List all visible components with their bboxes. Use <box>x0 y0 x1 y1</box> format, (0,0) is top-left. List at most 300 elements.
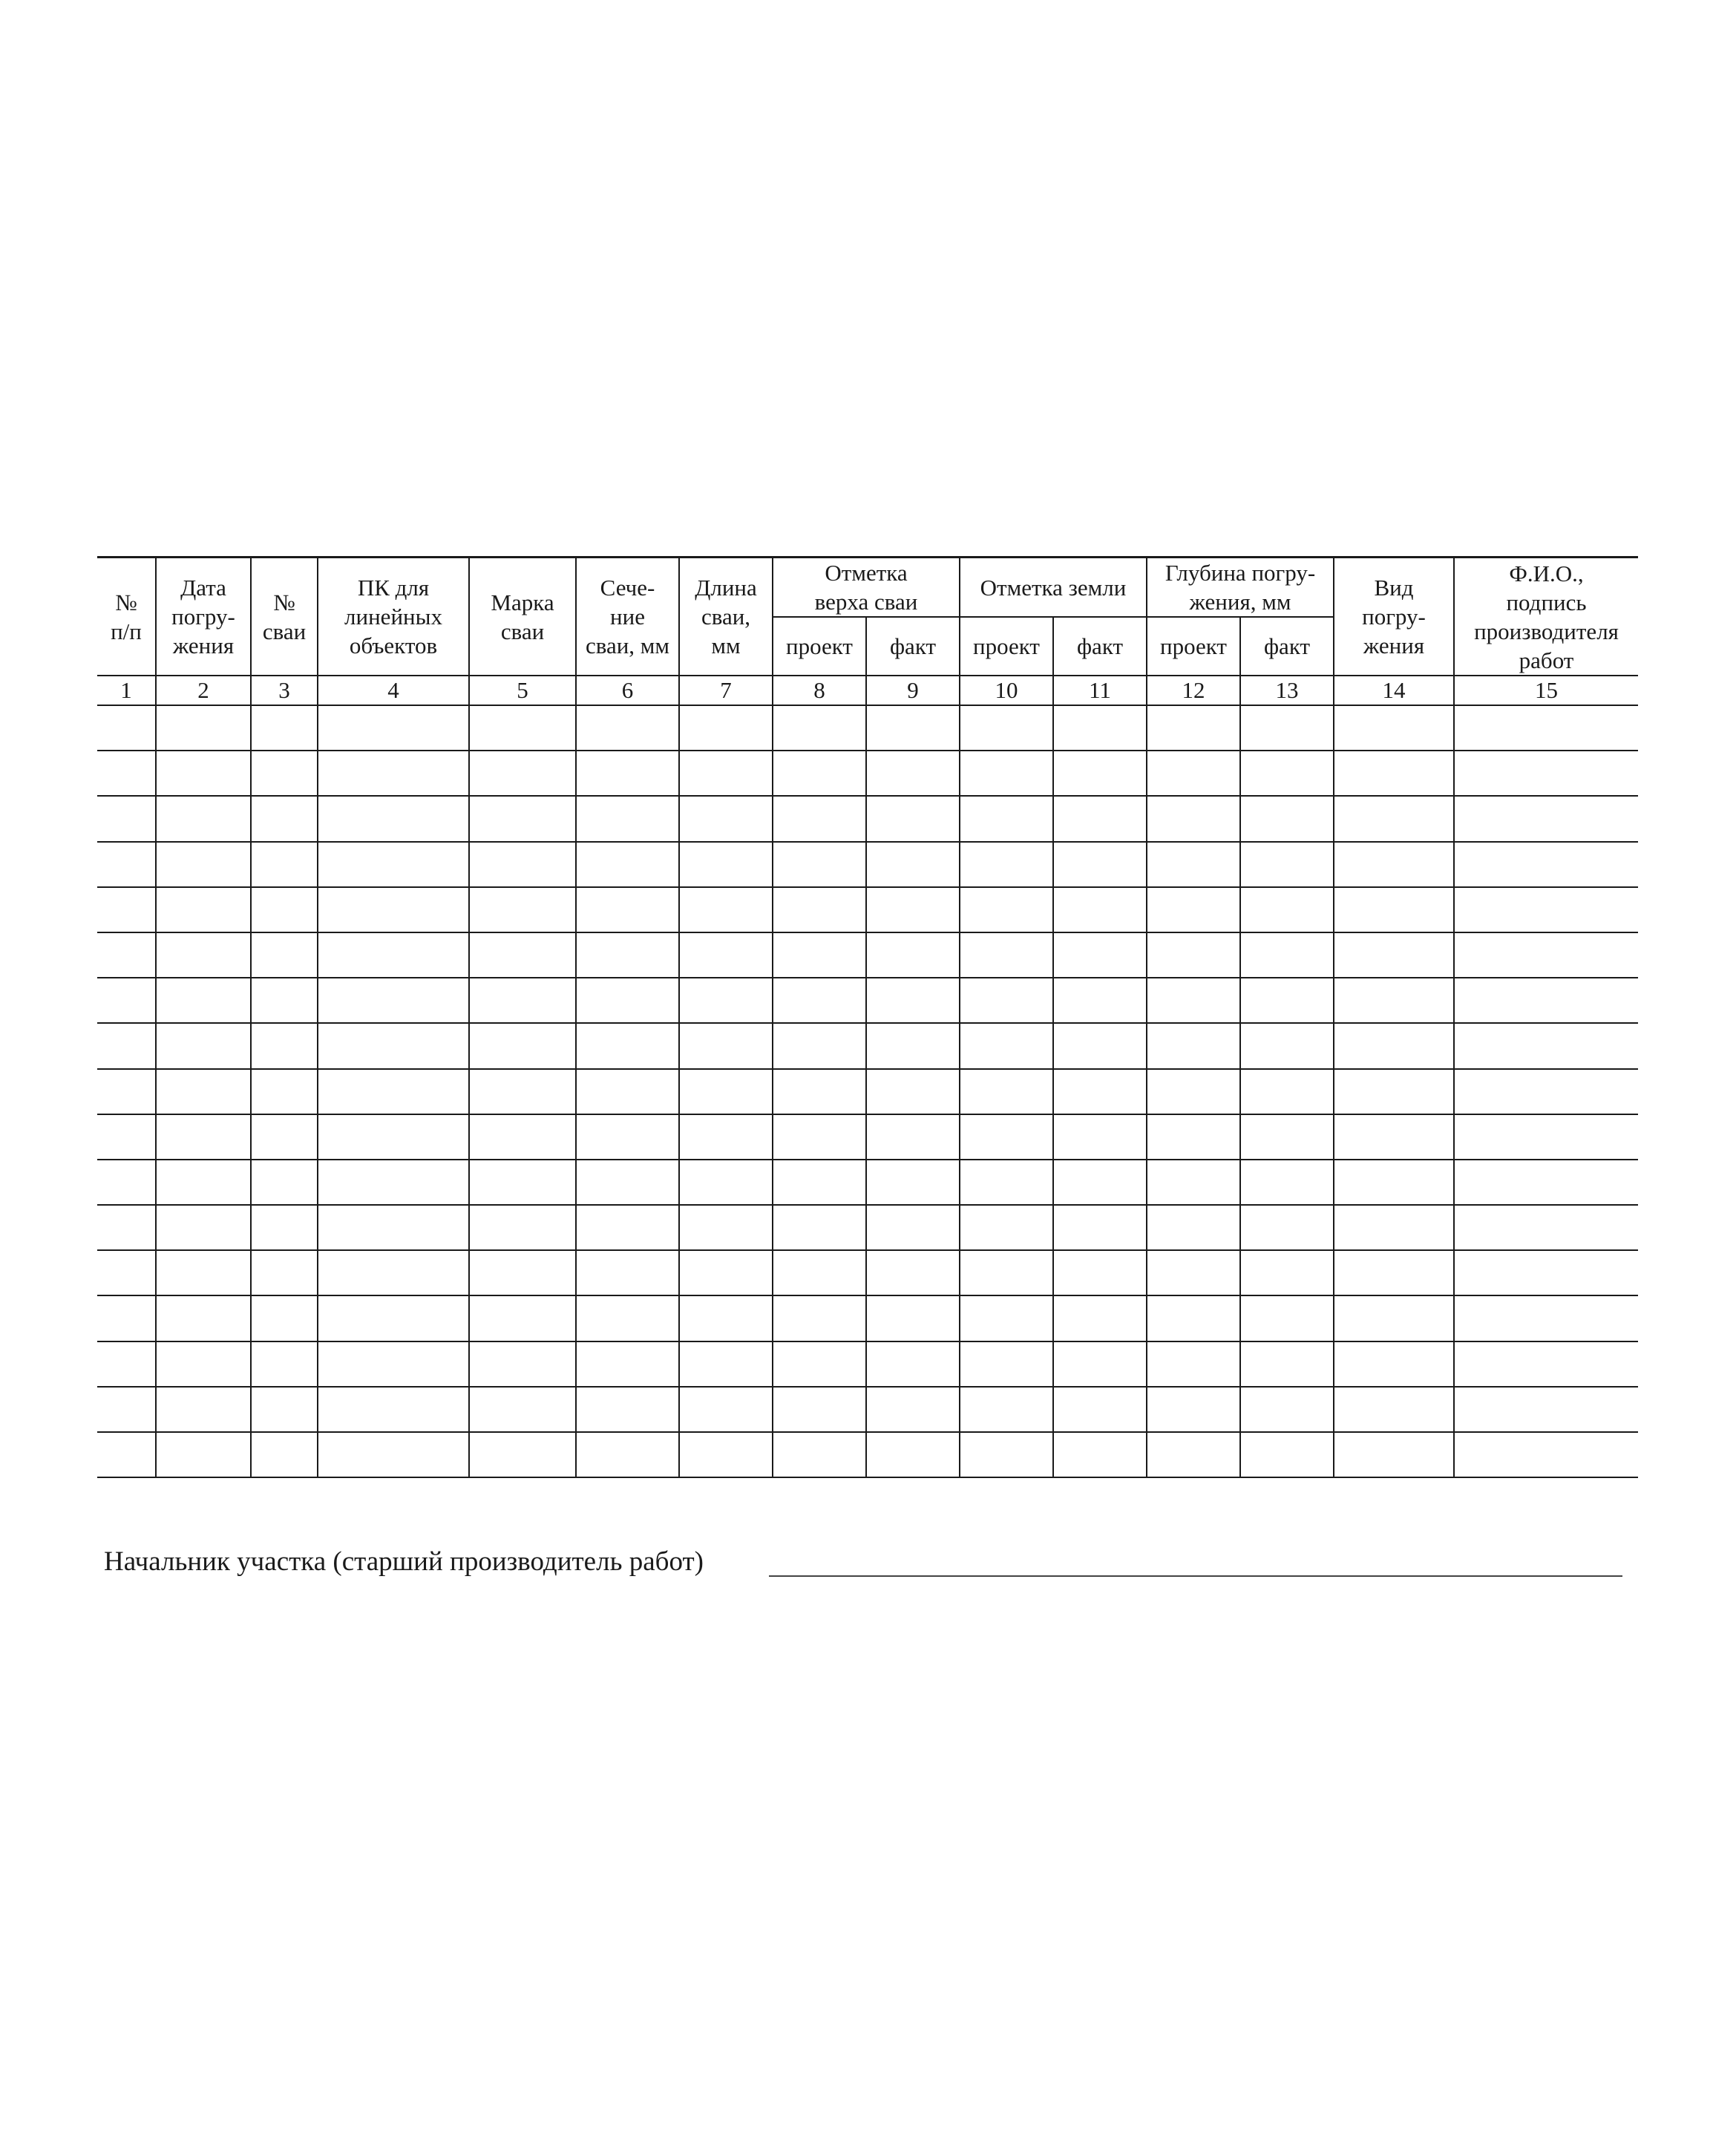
table-cell[interactable] <box>156 1341 251 1387</box>
table-cell[interactable] <box>97 1205 156 1250</box>
table-cell[interactable] <box>773 1114 866 1160</box>
table-cell[interactable] <box>866 978 960 1023</box>
table-cell[interactable] <box>251 1432 318 1477</box>
table-cell[interactable] <box>866 887 960 932</box>
footer-signature-label: Начальник участка (старший производитель работ) <box>104 1546 704 1577</box>
column-number: 2 <box>156 676 251 705</box>
table-cell[interactable] <box>469 1114 576 1160</box>
table-cell[interactable] <box>1454 1023 1638 1068</box>
table-cell[interactable] <box>576 1341 679 1387</box>
table-cell[interactable] <box>156 978 251 1023</box>
table-cell[interactable] <box>1240 932 1334 978</box>
table-cell[interactable] <box>469 705 576 751</box>
table-cell[interactable] <box>576 796 679 841</box>
table-row <box>97 842 1638 887</box>
table-cell[interactable] <box>960 1023 1053 1068</box>
table-cell[interactable] <box>251 978 318 1023</box>
table-cell[interactable] <box>866 842 960 887</box>
table-cell[interactable] <box>1454 1250 1638 1295</box>
table-cell[interactable] <box>679 978 773 1023</box>
sub-header-fact: факт <box>866 617 960 676</box>
table-row <box>97 1205 1638 1250</box>
table-cell[interactable] <box>773 1387 866 1432</box>
table-cell[interactable] <box>1454 1114 1638 1160</box>
table-cell[interactable] <box>679 1205 773 1250</box>
table-cell[interactable] <box>679 842 773 887</box>
table-cell[interactable] <box>773 1341 866 1387</box>
table-cell[interactable] <box>97 1295 156 1341</box>
table-cell[interactable] <box>866 1250 960 1295</box>
table-cell[interactable] <box>156 1295 251 1341</box>
table-cell[interactable] <box>1240 1023 1334 1068</box>
table-cell[interactable] <box>1334 842 1454 887</box>
table-cell[interactable] <box>469 1160 576 1205</box>
table-cell[interactable] <box>1454 842 1638 887</box>
table-cell[interactable] <box>318 887 469 932</box>
table-cell[interactable] <box>576 1069 679 1114</box>
table-cell[interactable] <box>1454 1432 1638 1477</box>
table-cell[interactable] <box>866 705 960 751</box>
table-cell[interactable] <box>960 1114 1053 1160</box>
table-cell[interactable] <box>679 1160 773 1205</box>
table-cell[interactable] <box>1240 1387 1334 1432</box>
table-cell[interactable] <box>1334 1160 1454 1205</box>
table-cell[interactable] <box>960 751 1053 796</box>
table-cell[interactable] <box>773 751 866 796</box>
table-cell[interactable] <box>156 932 251 978</box>
table-cell[interactable] <box>251 1295 318 1341</box>
table-cell[interactable] <box>1147 1432 1240 1477</box>
table-cell[interactable] <box>960 705 1053 751</box>
signature-line[interactable] <box>769 1575 1622 1577</box>
table-cell[interactable] <box>1334 751 1454 796</box>
table-cell[interactable] <box>469 1205 576 1250</box>
table-cell[interactable] <box>97 842 156 887</box>
table-cell[interactable] <box>469 1023 576 1068</box>
table-row <box>97 932 1638 978</box>
table-cell[interactable] <box>1147 978 1240 1023</box>
table-cell[interactable] <box>1240 887 1334 932</box>
table-cell[interactable] <box>1240 1114 1334 1160</box>
table-cell[interactable] <box>1454 1341 1638 1387</box>
table-cell[interactable] <box>156 1160 251 1205</box>
table-cell[interactable] <box>156 1205 251 1250</box>
table-cell[interactable] <box>97 1432 156 1477</box>
table-cell[interactable] <box>1454 887 1638 932</box>
table-cell[interactable] <box>679 1432 773 1477</box>
table-cell[interactable] <box>576 705 679 751</box>
table-cell[interactable] <box>866 1160 960 1205</box>
pile-driving-log-table <box>97 556 1638 1478</box>
table-cell[interactable] <box>679 887 773 932</box>
table-cell[interactable] <box>773 932 866 978</box>
table-cell[interactable] <box>97 887 156 932</box>
table-cell[interactable] <box>679 751 773 796</box>
table-cell[interactable] <box>318 1160 469 1205</box>
table-cell[interactable] <box>576 978 679 1023</box>
table-cell[interactable] <box>576 1250 679 1295</box>
table-cell[interactable] <box>469 1341 576 1387</box>
table-cell[interactable] <box>156 751 251 796</box>
table-cell[interactable] <box>1053 1114 1147 1160</box>
column-number: 9 <box>866 676 960 705</box>
table-cell[interactable] <box>1454 796 1638 841</box>
table-cell[interactable] <box>469 1069 576 1114</box>
table-cell[interactable] <box>1454 1295 1638 1341</box>
column-number: 1 <box>97 676 156 705</box>
table-cell[interactable] <box>318 1114 469 1160</box>
table-cell[interactable] <box>156 1023 251 1068</box>
table-cell[interactable] <box>318 978 469 1023</box>
table-cell[interactable] <box>469 842 576 887</box>
col-header-ground-mark: Отметка земли <box>960 558 1147 618</box>
table-cell[interactable] <box>1147 1069 1240 1114</box>
table-cell[interactable] <box>1053 1250 1147 1295</box>
table-cell[interactable] <box>318 705 469 751</box>
table-cell[interactable] <box>1240 751 1334 796</box>
table-cell[interactable] <box>866 1114 960 1160</box>
table-cell[interactable] <box>1147 932 1240 978</box>
table-cell[interactable] <box>1147 751 1240 796</box>
table-cell[interactable] <box>960 1341 1053 1387</box>
table-cell[interactable] <box>1240 796 1334 841</box>
table-cell[interactable] <box>251 842 318 887</box>
col-header-number: № п/п <box>97 558 156 676</box>
table-cell[interactable] <box>1240 1432 1334 1477</box>
column-number: 13 <box>1240 676 1334 705</box>
table-row <box>97 1295 1638 1341</box>
table-cell[interactable] <box>773 1250 866 1295</box>
table-cell[interactable] <box>318 932 469 978</box>
table-cell[interactable] <box>1053 751 1147 796</box>
table-cell[interactable] <box>679 1069 773 1114</box>
table-cell[interactable] <box>576 751 679 796</box>
table-cell[interactable] <box>679 1295 773 1341</box>
table-cell[interactable] <box>576 842 679 887</box>
table-cell[interactable] <box>251 705 318 751</box>
table-cell[interactable] <box>773 1069 866 1114</box>
table-row <box>97 1023 1638 1068</box>
sub-header-project: проект <box>1147 617 1240 676</box>
table-cell[interactable] <box>1147 1160 1240 1205</box>
table-cell[interactable] <box>960 1205 1053 1250</box>
table-cell[interactable] <box>679 1341 773 1387</box>
table-cell[interactable] <box>679 1023 773 1068</box>
table-cell[interactable] <box>97 705 156 751</box>
table-cell[interactable] <box>1053 842 1147 887</box>
table-cell[interactable] <box>318 1295 469 1341</box>
table-cell[interactable] <box>773 1205 866 1250</box>
table-cell[interactable] <box>1240 705 1334 751</box>
table-cell[interactable] <box>960 842 1053 887</box>
column-number: 8 <box>773 676 866 705</box>
table-cell[interactable] <box>1454 1069 1638 1114</box>
table-cell[interactable] <box>1147 705 1240 751</box>
table-cell[interactable] <box>1053 1432 1147 1477</box>
table-cell[interactable] <box>960 887 1053 932</box>
table-cell[interactable] <box>679 796 773 841</box>
table-cell[interactable] <box>1334 978 1454 1023</box>
table-cell[interactable] <box>97 1023 156 1068</box>
table-cell[interactable] <box>576 1295 679 1341</box>
table-cell[interactable] <box>469 1432 576 1477</box>
table-cell[interactable] <box>251 1387 318 1432</box>
table-cell[interactable] <box>866 1023 960 1068</box>
table-cell[interactable] <box>318 1250 469 1295</box>
table-cell[interactable] <box>318 1205 469 1250</box>
table-cell[interactable] <box>679 1250 773 1295</box>
header-row-top <box>97 558 1638 618</box>
table-cell[interactable] <box>1334 1295 1454 1341</box>
table-cell[interactable] <box>576 1160 679 1205</box>
col-header-date: Дата погру- жения <box>156 558 251 676</box>
table-cell[interactable] <box>251 887 318 932</box>
table-cell[interactable] <box>251 796 318 841</box>
table-cell[interactable] <box>960 932 1053 978</box>
table-cell[interactable] <box>773 1160 866 1205</box>
table-cell[interactable] <box>960 1160 1053 1205</box>
table-cell[interactable] <box>1454 978 1638 1023</box>
table-cell[interactable] <box>1454 751 1638 796</box>
table-cell[interactable] <box>251 932 318 978</box>
table-cell[interactable] <box>1147 796 1240 841</box>
table-cell[interactable] <box>156 705 251 751</box>
table-cell[interactable] <box>1147 1023 1240 1068</box>
table-cell[interactable] <box>773 1023 866 1068</box>
table-row <box>97 1114 1638 1160</box>
table-cell[interactable] <box>251 1205 318 1250</box>
table-cell[interactable] <box>1334 1205 1454 1250</box>
column-number-row <box>97 676 1638 705</box>
table-cell[interactable] <box>1334 1250 1454 1295</box>
table-cell[interactable] <box>1454 1205 1638 1250</box>
table-cell[interactable] <box>97 796 156 841</box>
table-cell[interactable] <box>1053 1387 1147 1432</box>
table-cell[interactable] <box>1334 1432 1454 1477</box>
table-cell[interactable] <box>1334 887 1454 932</box>
table-cell[interactable] <box>97 1114 156 1160</box>
table-cell[interactable] <box>1147 1205 1240 1250</box>
table-cell[interactable] <box>1147 887 1240 932</box>
column-number: 6 <box>576 676 679 705</box>
table-cell[interactable] <box>866 1205 960 1250</box>
table-cell[interactable] <box>960 978 1053 1023</box>
table-cell[interactable] <box>1454 1160 1638 1205</box>
table-cell[interactable] <box>576 1432 679 1477</box>
table-cell[interactable] <box>97 751 156 796</box>
table-cell[interactable] <box>1240 1205 1334 1250</box>
table-cell[interactable] <box>1053 932 1147 978</box>
table-cell[interactable] <box>576 1205 679 1250</box>
table-cell[interactable] <box>1147 1114 1240 1160</box>
table-cell[interactable] <box>773 705 866 751</box>
table-cell[interactable] <box>773 1432 866 1477</box>
table-cell[interactable] <box>1053 1160 1147 1205</box>
table-cell[interactable] <box>773 796 866 841</box>
column-number: 5 <box>469 676 576 705</box>
table-cell[interactable] <box>251 751 318 796</box>
table-cell[interactable] <box>156 842 251 887</box>
table-cell[interactable] <box>866 1387 960 1432</box>
table-row <box>97 751 1638 796</box>
table-cell[interactable] <box>773 842 866 887</box>
table-cell[interactable] <box>97 1069 156 1114</box>
table-cell[interactable] <box>469 1250 576 1295</box>
table-cell[interactable] <box>576 887 679 932</box>
table-cell[interactable] <box>251 1114 318 1160</box>
table-cell[interactable] <box>1334 1023 1454 1068</box>
table-cell[interactable] <box>679 1114 773 1160</box>
table-cell[interactable] <box>1053 1023 1147 1068</box>
table-cell[interactable] <box>469 887 576 932</box>
table-cell[interactable] <box>318 1023 469 1068</box>
table-cell[interactable] <box>1053 705 1147 751</box>
table-cell[interactable] <box>1147 1250 1240 1295</box>
column-number: 15 <box>1454 676 1638 705</box>
table-cell[interactable] <box>960 1387 1053 1432</box>
table-cell[interactable] <box>318 842 469 887</box>
table-cell[interactable] <box>1053 978 1147 1023</box>
table-cell[interactable] <box>1053 1205 1147 1250</box>
table-cell[interactable] <box>318 751 469 796</box>
table-cell[interactable] <box>251 1250 318 1295</box>
table-cell[interactable] <box>1334 1114 1454 1160</box>
table-cell[interactable] <box>156 1114 251 1160</box>
table-cell[interactable] <box>773 887 866 932</box>
table-cell[interactable] <box>469 1295 576 1341</box>
table-cell[interactable] <box>679 1387 773 1432</box>
table-row <box>97 1160 1638 1205</box>
table-cell[interactable] <box>469 796 576 841</box>
table-cell[interactable] <box>1334 796 1454 841</box>
table-cell[interactable] <box>251 1341 318 1387</box>
table-cell[interactable] <box>318 1069 469 1114</box>
table-cell[interactable] <box>866 1069 960 1114</box>
table-cell[interactable] <box>1240 1295 1334 1341</box>
table-cell[interactable] <box>1240 842 1334 887</box>
table-cell[interactable] <box>866 1341 960 1387</box>
table-cell[interactable] <box>960 1069 1053 1114</box>
col-header-driving-type: Вид погру- жения <box>1334 558 1454 676</box>
column-number: 12 <box>1147 676 1240 705</box>
table-cell[interactable] <box>576 932 679 978</box>
table-cell[interactable] <box>318 1432 469 1477</box>
table-cell[interactable] <box>251 1160 318 1205</box>
table-cell[interactable] <box>1147 1387 1240 1432</box>
table-cell[interactable] <box>156 887 251 932</box>
table-cell[interactable] <box>1053 1069 1147 1114</box>
table-cell[interactable] <box>156 1069 251 1114</box>
col-header-pk: ПК для линейных объектов <box>318 558 469 676</box>
table-cell[interactable] <box>1147 1295 1240 1341</box>
table-cell[interactable] <box>469 932 576 978</box>
table-cell[interactable] <box>1240 1341 1334 1387</box>
table-cell[interactable] <box>1334 1341 1454 1387</box>
sub-header-project: проект <box>773 617 866 676</box>
table-row <box>97 978 1638 1023</box>
table-cell[interactable] <box>1053 887 1147 932</box>
column-number: 11 <box>1053 676 1147 705</box>
table-cell[interactable] <box>469 1387 576 1432</box>
table-row <box>97 887 1638 932</box>
col-header-section: Сече- ние сваи, мм <box>576 558 679 676</box>
table-cell[interactable] <box>1053 1295 1147 1341</box>
table-cell[interactable] <box>1053 1341 1147 1387</box>
table-cell[interactable] <box>866 1432 960 1477</box>
table-cell[interactable] <box>960 1250 1053 1295</box>
column-number: 3 <box>251 676 318 705</box>
table-cell[interactable] <box>1334 1387 1454 1432</box>
table-cell[interactable] <box>773 978 866 1023</box>
table-cell[interactable] <box>318 1387 469 1432</box>
table-cell[interactable] <box>960 1295 1053 1341</box>
table-cell[interactable] <box>679 705 773 751</box>
table-row <box>97 1250 1638 1295</box>
table-cell[interactable] <box>318 1341 469 1387</box>
table-cell[interactable] <box>576 1114 679 1160</box>
table-cell[interactable] <box>1147 1341 1240 1387</box>
table-cell[interactable] <box>1334 705 1454 751</box>
table-cell[interactable] <box>1334 932 1454 978</box>
table-cell[interactable] <box>1454 932 1638 978</box>
col-header-signature: Ф.И.О., подпись производителя работ <box>1454 558 1638 676</box>
table-cell[interactable] <box>960 1432 1053 1477</box>
table-cell[interactable] <box>866 751 960 796</box>
table-cell[interactable] <box>866 796 960 841</box>
table-cell[interactable] <box>1240 1160 1334 1205</box>
table-cell[interactable] <box>469 978 576 1023</box>
sub-header-fact: факт <box>1240 617 1334 676</box>
table-cell[interactable] <box>773 1295 866 1341</box>
col-header-pile-grade: Марка сваи <box>469 558 576 676</box>
table-cell[interactable] <box>1240 978 1334 1023</box>
table-cell[interactable] <box>251 1069 318 1114</box>
table-cell[interactable] <box>866 1295 960 1341</box>
table-cell[interactable] <box>866 932 960 978</box>
table-cell[interactable] <box>1334 1069 1454 1114</box>
table-cell[interactable] <box>1240 1250 1334 1295</box>
table-cell[interactable] <box>97 1387 156 1432</box>
table-cell[interactable] <box>1454 705 1638 751</box>
table-cell[interactable] <box>97 1341 156 1387</box>
table-cell[interactable] <box>1147 842 1240 887</box>
table-cell[interactable] <box>960 796 1053 841</box>
table-cell[interactable] <box>156 1432 251 1477</box>
table-cell[interactable] <box>97 1160 156 1205</box>
table-cell[interactable] <box>156 1387 251 1432</box>
column-number: 4 <box>318 676 469 705</box>
table-cell[interactable] <box>1454 1387 1638 1432</box>
column-number: 10 <box>960 676 1053 705</box>
table-cell[interactable] <box>1053 796 1147 841</box>
table-cell[interactable] <box>97 1250 156 1295</box>
table-cell[interactable] <box>576 1387 679 1432</box>
table-cell[interactable] <box>318 796 469 841</box>
col-header-depth: Глубина погру- жения, мм <box>1147 558 1334 618</box>
table-row <box>97 1432 1638 1477</box>
sub-header-project: проект <box>960 617 1053 676</box>
table-cell[interactable] <box>97 978 156 1023</box>
table-cell[interactable] <box>679 932 773 978</box>
table-cell[interactable] <box>156 796 251 841</box>
table-cell[interactable] <box>1240 1069 1334 1114</box>
column-number: 14 <box>1334 676 1454 705</box>
table-cell[interactable] <box>156 1250 251 1295</box>
table-cell[interactable] <box>97 932 156 978</box>
table-cell[interactable] <box>469 751 576 796</box>
table-cell[interactable] <box>251 1023 318 1068</box>
table-cell[interactable] <box>576 1023 679 1068</box>
